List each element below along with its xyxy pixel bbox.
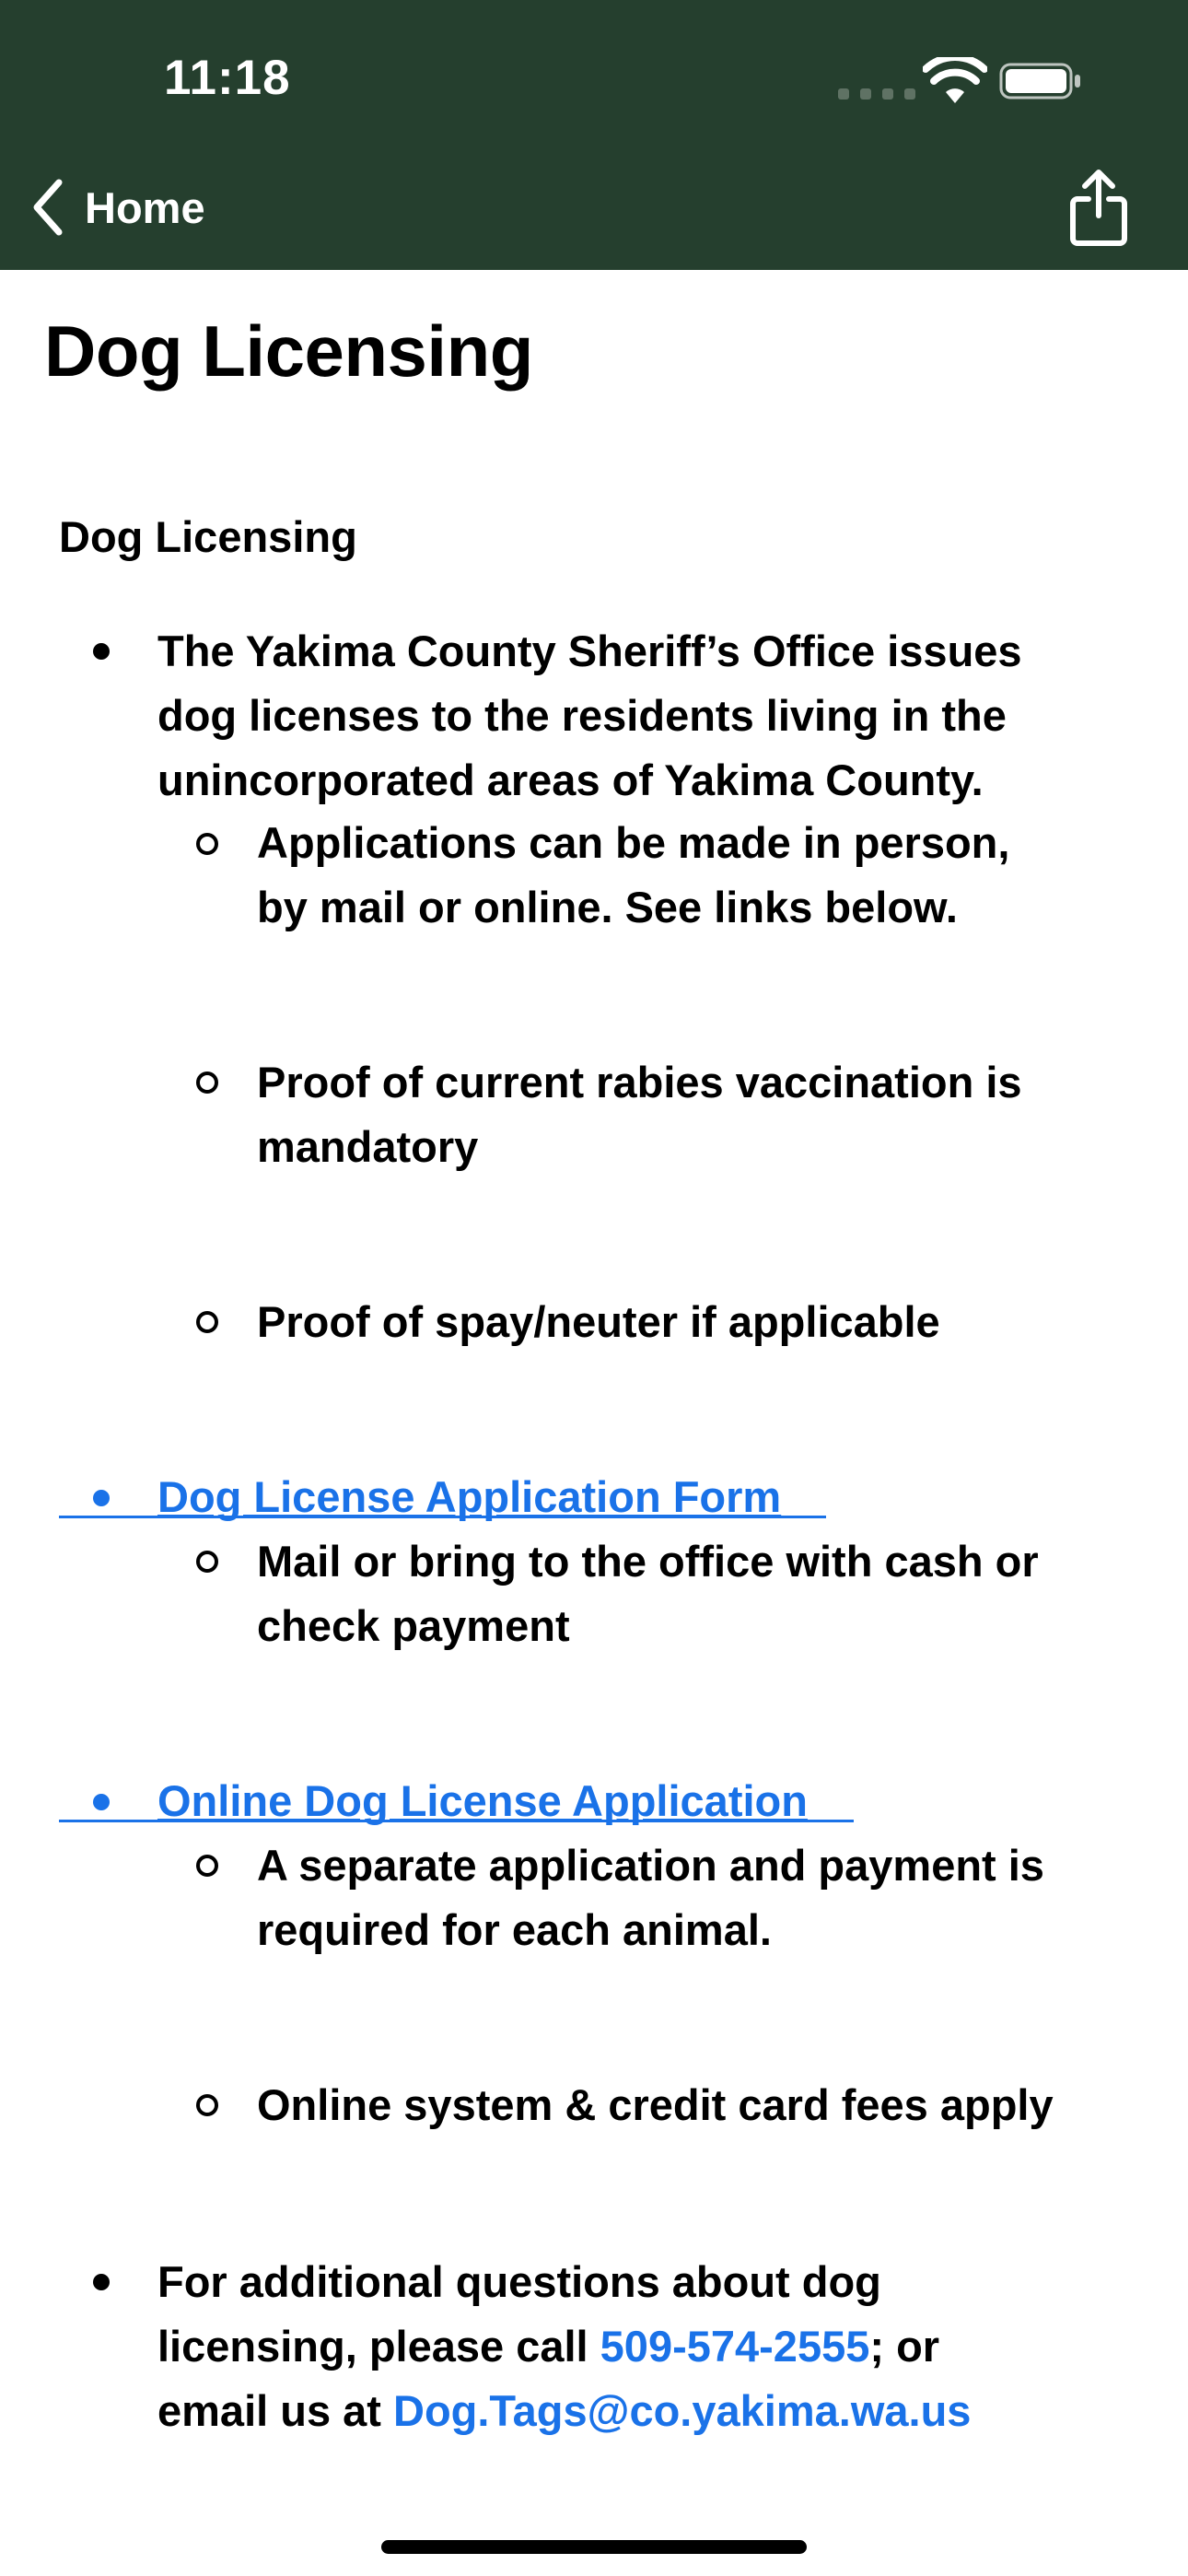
back-label: Home (85, 182, 205, 232)
bullet-marker (93, 2274, 110, 2290)
list-item-text (157, 2379, 971, 2443)
online-dog-license-application-link[interactable]: Online Dog License Application (157, 1776, 808, 1825)
sub-bullet-marker (196, 2094, 218, 2116)
list-item-text: For additional questions about dog (157, 2257, 881, 2306)
list-item-text: unincorporated areas of Yakima County. (157, 755, 984, 804)
section-heading: Dog Licensing (59, 512, 357, 561)
navigation-header (0, 0, 1188, 270)
dog-license-application-form-link[interactable]: Dog License Application Form (157, 1472, 782, 1521)
sub-bullet-marker (196, 1551, 218, 1573)
sub-bullet-marker (196, 833, 218, 855)
sub-list-item-text: mandatory (257, 1122, 479, 1171)
sub-list-item-text: Proof of current rabies vaccination is (257, 1058, 1022, 1107)
bullet-marker (93, 643, 110, 660)
sub-bullet-marker (196, 1071, 218, 1094)
sub-list-item-text: required for each animal. (257, 1905, 772, 1954)
battery-icon (999, 63, 1082, 100)
sub-list-item-text: check payment (257, 1601, 570, 1650)
list-item-text (157, 2314, 939, 2379)
back-button[interactable] (28, 175, 205, 240)
sub-list-item-text: A separate application and payment is (257, 1841, 1044, 1890)
sub-list-item-text: Proof of spay/neuter if applicable (257, 1297, 940, 1346)
sub-bullet-marker (196, 1311, 218, 1333)
text-segment: ; or (869, 2322, 940, 2371)
home-indicator[interactable] (381, 2540, 807, 2554)
text-segment: email us at (157, 2386, 393, 2435)
list-item-text: dog licenses to the residents living in the (157, 691, 1007, 740)
sub-list-item-text: Applications can be made in person, (257, 818, 1010, 867)
list-item-text: The Yakima County Sheriff’s Office issues (157, 626, 1022, 675)
wifi-icon (923, 57, 987, 105)
chevron-left-icon (28, 177, 70, 238)
phone-link[interactable]: 509-574-2555 (600, 2322, 870, 2371)
sub-list-item-text: Mail or bring to the office with cash or (257, 1537, 1039, 1586)
sub-list-item-text: Online system & credit card fees apply (257, 2080, 1054, 2129)
bullet-marker (93, 1490, 110, 1506)
email-link[interactable]: Dog.Tags@co.yakima.wa.us (393, 2386, 972, 2435)
bullet-marker (93, 1794, 110, 1810)
sub-bullet-marker (196, 1855, 218, 1877)
status-time: 11:18 (164, 51, 291, 105)
text-segment: licensing, please call (157, 2322, 600, 2371)
share-icon[interactable] (1066, 168, 1131, 249)
page-title: Dog Licensing (44, 310, 533, 392)
sub-list-item-text: by mail or online. See links below. (257, 883, 958, 931)
signal-icon (838, 88, 917, 100)
